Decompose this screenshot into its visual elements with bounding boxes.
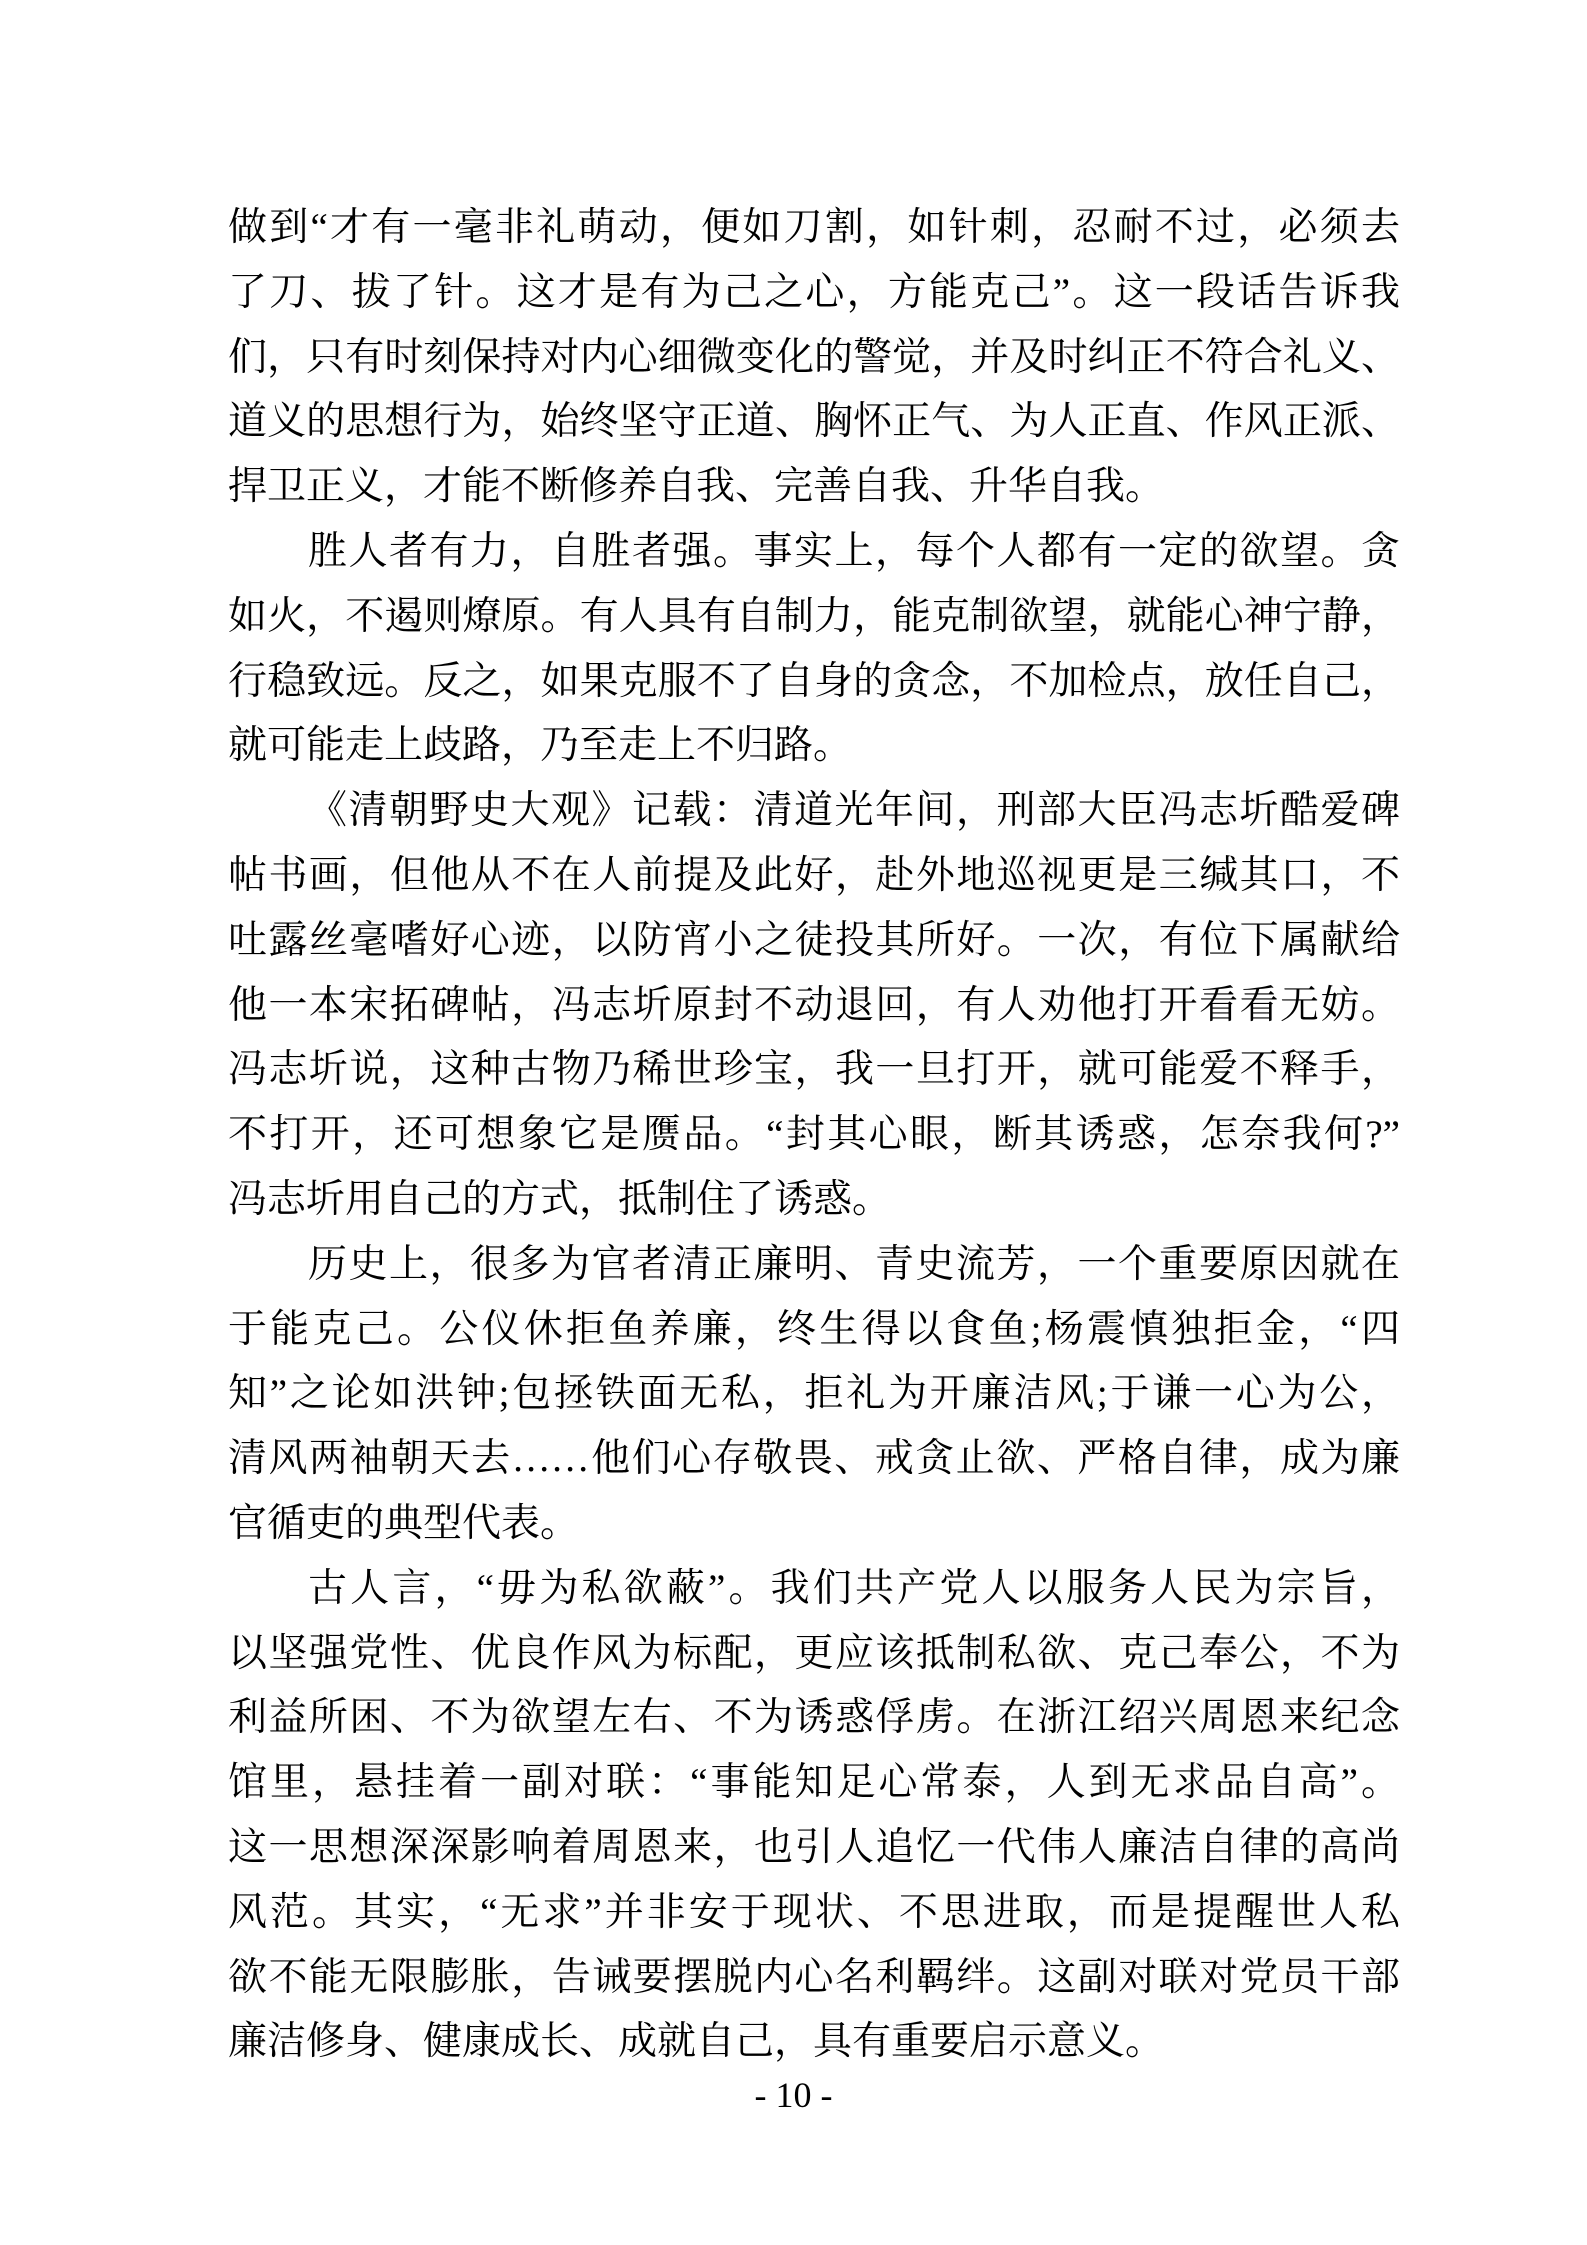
paragraph [228, 1557, 1400, 2075]
page-number: - 10 - [754, 2075, 833, 2115]
text-line: 官循吏的典型代表。 [228, 1501, 580, 1545]
text-line: 了刀、拔了针。这才是有为己之心，方能克己”。这一段话告诉我 [228, 270, 1400, 314]
text-line: 行稳致远。反之，如果克服不了自身的贪念，不加检点，放任自己， [228, 659, 1400, 703]
text-line: 们，只有时刻保持对内心细微变化的警觉，并及时纠正不符合礼义、 [228, 335, 1400, 379]
text-line: 吐露丝毫嗜好心迹，以防宵小之徒投其所好。一次，有位下属献给 [228, 918, 1400, 962]
paragraph [228, 520, 1400, 779]
page-body-text [228, 196, 1400, 2075]
text-line: 帖书画，但他从不在人前提及此好，赴外地巡视更是三缄其口，不 [228, 853, 1400, 897]
text-line: 知”之论如洪钟;包拯铁面无私，拒礼为开廉洁风;于谦一心为公， [228, 1372, 1400, 1416]
text-line: 冯志圻说，这种古物乃稀世珍宝，我一旦打开，就可能爱不释手， [228, 1048, 1400, 1092]
text-line: 不打开，还可想象它是赝品。“封其心眼，断其诱惑，怎奈我何?” [228, 1113, 1400, 1157]
text-line: 廉洁修身、健康成长、成就自己，具有重要启示意义。 [228, 2020, 1165, 2064]
text-line: 冯志圻用自己的方式，抵制住了诱惑。 [228, 1177, 892, 1221]
paragraph [228, 1233, 1400, 1557]
text-line: 如火，不遏则燎原。有人具有自制力，能克制欲望，就能心神宁静， [228, 594, 1400, 638]
text-line: 以坚强党性、优良作风为标配，更应该抵制私欲、克己奉公，不为 [228, 1631, 1400, 1675]
text-line: 馆里，悬挂着一副对联：“事能知足心常泰，人到无求品自高”。 [228, 1761, 1400, 1805]
text-line: 道义的思想行为，始终坚守正道、胸怀正气、为人正直、作风正派、 [228, 400, 1400, 444]
text-line: 清风两袖朝天去……他们心存敬畏、戒贪止欲、严格自律，成为廉 [228, 1437, 1400, 1481]
text-line: 古人言，“毋为私欲蔽”。我们共产党人以服务人民为宗旨， [308, 1566, 1400, 1610]
text-line: 胜人者有力，自胜者强。事实上，每个人都有一定的欲望。贪 [308, 529, 1400, 573]
text-line: 风范。其实，“无求”并非安于现状、不思进取，而是提醒世人私 [228, 1890, 1400, 1934]
text-line: 他一本宋拓碑帖，冯志圻原封不动退回，有人劝他打开看看无妨。 [228, 983, 1400, 1027]
text-line: 历史上，很多为官者清正廉明、青史流芳，一个重要原因就在 [308, 1242, 1400, 1286]
text-line: 于能克己。公仪休拒鱼养廉，终生得以食鱼;杨震慎独拒金，“四 [228, 1307, 1400, 1351]
text-line: 《清朝野史大观》记载：清道光年间，刑部大臣冯志圻酷爱碑 [308, 789, 1400, 833]
text-line: 捍卫正义，才能不断修养自我、完善自我、升华自我。 [228, 465, 1165, 509]
text-line: 做到“才有一毫非礼萌动，便如刀割，如针刺，忍耐不过，必须去 [228, 206, 1400, 249]
text-line: 利益所困、不为欲望左右、不为诱惑俘虏。在浙江绍兴周恩来纪念 [228, 1696, 1400, 1740]
text-line: 就可能走上歧路，乃至走上不归路。 [228, 724, 853, 768]
text-line: 欲不能无限膨胀，告诫要摆脱内心名利羁绊。这副对联对党员干部 [228, 1955, 1400, 1999]
paragraph [228, 779, 1400, 1233]
text-line: 这一思想深深影响着周恩来，也引人追忆一代伟人廉洁自律的高尚 [228, 1825, 1400, 1869]
paragraph [228, 196, 1400, 520]
